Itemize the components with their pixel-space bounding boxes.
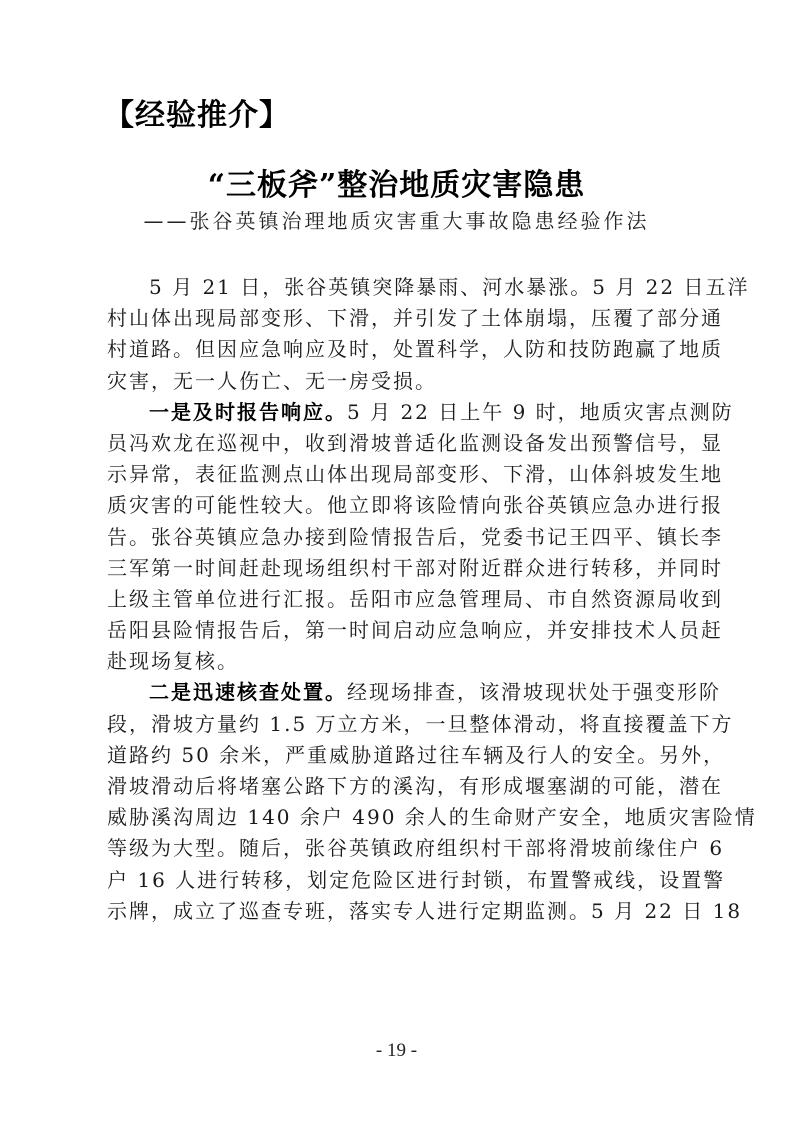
text-line: 5 月 21 日，张谷英镇突降暴雨、河水暴涨。5 月 22 日五洋 [149,275,750,299]
text-line: 上级主管单位进行汇报。岳阳市应急管理局、市自然资源局收到 [107,586,723,611]
document-subtitle: ——张谷英镇治理地质灾害重大事故隐患经验作法 [143,209,650,233]
text-line: 段，滑坡方量约 1.5 万立方米，一旦整体滑动，将直接覆盖下方 [107,711,734,736]
text-line: 户 16 人进行转移，划定危险区进行封锁，布置警戒线，设置警 [107,867,726,892]
paragraph-verify-handle [107,677,757,927]
text-line: 村道路。但因应急响应及时，处置科学，人防和技防跑赢了地质 [107,337,723,362]
document-title: “三板斧”整治地质灾害隐患 [207,168,586,203]
text-line: 告。张谷英镇应急办接到险情报告后，党委书记王四平、镇长李 [107,524,723,549]
text-line: 示牌，成立了巡查专班，落实专人进行定期监测。5 月 22 日 18 [107,898,743,923]
text-span: 经现场排查，该滑坡现状处于强变形阶 [347,680,721,705]
text-line: 岳阳县险情报告后，第一时间启动应急响应，并安排技术人员赶 [107,618,723,643]
section-tag: 【经验推介】 [104,98,290,133]
paragraph-intro [107,272,750,397]
text-line: 示异常，表征监测点山体出现局部变形、下滑，山体斜坡发生地 [107,462,723,487]
text-line: 三军第一时间赶赴现场组织村干部对附近群众进行转移，并同时 [107,555,723,580]
text-line: 赴现场复核。 [107,649,239,674]
text-line: 滑坡滑动后将堵塞公路下方的溪沟，有形成堰塞湖的可能，潜在 [107,774,723,798]
text-line: 等级为大型。随后，张谷英镇政府组织村干部将滑坡前缘住户 6 [107,836,725,861]
text-line: 员冯欢龙在巡视中，收到滑坡普适化监测设备发出预警信号，显 [107,430,723,455]
paragraph-lead: 一是及时报告响应。 [149,399,347,424]
text-line: 道路约 50 余米，严重威胁道路过往车辆及行人的安全。另外， [107,742,726,767]
text-line: 威胁溪沟周边 140 余户 490 余人的生命财产安全，地质灾害险情 [107,805,757,830]
document-body [107,272,757,927]
text-span: 5 月 22 日上午 9 时，地质灾害点测防 [347,399,734,424]
paragraph-report-response [107,397,734,678]
text-line: 灾害，无一人伤亡、无一房受损。 [107,368,437,393]
text-line [107,397,734,428]
text-line: 村山体出现局部变形、下滑，并引发了土体崩塌，压覆了部分通 [107,306,723,331]
text-line [107,677,721,708]
text-line: 质灾害的可能性较大。他立即将该险情向张谷英镇应急办进行报 [107,493,723,518]
page-number: - 19 - [375,1040,418,1061]
paragraph-lead: 二是迅速核查处置。 [149,680,347,705]
